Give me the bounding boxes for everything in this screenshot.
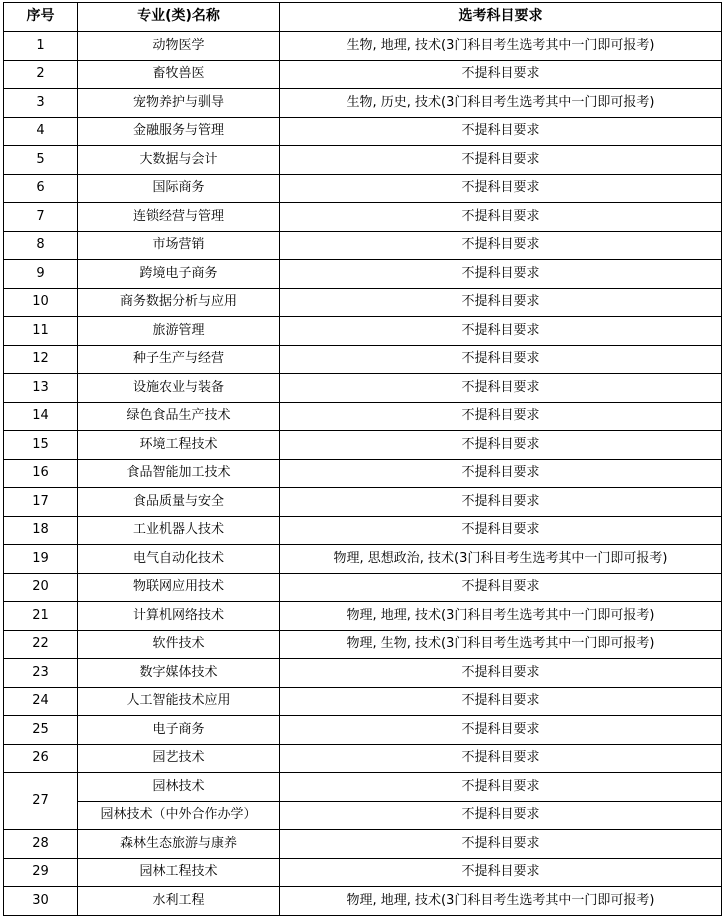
cell-number: 23 xyxy=(4,659,78,688)
cell-number: 10 xyxy=(4,288,78,317)
cell-major: 软件技术 xyxy=(78,630,280,659)
cell-requirement: 不提科目要求 xyxy=(280,288,722,317)
cell-major: 跨境电子商务 xyxy=(78,260,280,289)
table-row xyxy=(4,431,722,460)
header-requirement: 选考科目要求 xyxy=(280,3,722,32)
cell-number: 9 xyxy=(4,260,78,289)
cell-number: 5 xyxy=(4,146,78,175)
cell-requirement: 不提科目要求 xyxy=(280,231,722,260)
cell-requirement: 不提科目要求 xyxy=(280,830,722,859)
cell-requirement: 不提科目要求 xyxy=(280,345,722,374)
cell-number: 2 xyxy=(4,60,78,89)
cell-requirement: 物理, 思想政治, 技术(3门科目考生选考其中一门即可报考) xyxy=(280,545,722,574)
cell-requirement: 生物, 历史, 技术(3门科目考生选考其中一门即可报考) xyxy=(280,89,722,118)
cell-requirement: 不提科目要求 xyxy=(280,317,722,346)
cell-major: 宠物养护与驯导 xyxy=(78,89,280,118)
cell-number: 26 xyxy=(4,744,78,773)
cell-requirement: 不提科目要求 xyxy=(280,716,722,745)
table-row xyxy=(4,687,722,716)
cell-major: 绿色食品生产技术 xyxy=(78,402,280,431)
cell-number: 14 xyxy=(4,402,78,431)
table-row xyxy=(4,830,722,859)
cell-major: 环境工程技术 xyxy=(78,431,280,460)
cell-major: 物联网应用技术 xyxy=(78,573,280,602)
cell-number: 25 xyxy=(4,716,78,745)
cell-number: 13 xyxy=(4,374,78,403)
cell-requirement: 不提科目要求 xyxy=(280,573,722,602)
table-row xyxy=(4,345,722,374)
cell-major: 园林技术（中外合作办学） xyxy=(78,801,280,830)
table-row xyxy=(4,545,722,574)
table-row xyxy=(4,174,722,203)
cell-number: 29 xyxy=(4,858,78,887)
table-row xyxy=(4,744,722,773)
cell-major: 食品质量与安全 xyxy=(78,488,280,517)
cell-major: 金融服务与管理 xyxy=(78,117,280,146)
cell-major: 园艺技术 xyxy=(78,744,280,773)
cell-requirement: 不提科目要求 xyxy=(280,174,722,203)
cell-major: 种子生产与经营 xyxy=(78,345,280,374)
table-row xyxy=(4,516,722,545)
cell-number: 1 xyxy=(4,32,78,61)
cell-major: 森林生态旅游与康养 xyxy=(78,830,280,859)
table-row xyxy=(4,374,722,403)
table-row xyxy=(4,146,722,175)
cell-major: 园林工程技术 xyxy=(78,858,280,887)
cell-major: 畜牧兽医 xyxy=(78,60,280,89)
table-row xyxy=(4,231,722,260)
cell-number: 27 xyxy=(4,773,78,830)
cell-requirement: 不提科目要求 xyxy=(280,60,722,89)
cell-requirement: 不提科目要求 xyxy=(280,402,722,431)
table-row xyxy=(4,89,722,118)
table-row xyxy=(4,773,722,802)
table-row xyxy=(4,630,722,659)
table-row xyxy=(4,716,722,745)
table-row xyxy=(4,887,722,916)
cell-major: 商务数据分析与应用 xyxy=(78,288,280,317)
cell-requirement: 生物, 地理, 技术(3门科目考生选考其中一门即可报考) xyxy=(280,32,722,61)
table-header xyxy=(4,3,722,32)
cell-number: 12 xyxy=(4,345,78,374)
header-number: 序号 xyxy=(4,3,78,32)
cell-number: 24 xyxy=(4,687,78,716)
table-row xyxy=(4,858,722,887)
cell-number: 19 xyxy=(4,545,78,574)
cell-number: 8 xyxy=(4,231,78,260)
cell-requirement: 不提科目要求 xyxy=(280,516,722,545)
cell-major: 大数据与会计 xyxy=(78,146,280,175)
cell-requirement: 不提科目要求 xyxy=(280,459,722,488)
cell-requirement: 不提科目要求 xyxy=(280,801,722,830)
table-row xyxy=(4,60,722,89)
cell-major: 旅游管理 xyxy=(78,317,280,346)
cell-number: 22 xyxy=(4,630,78,659)
table-row xyxy=(4,488,722,517)
cell-requirement: 不提科目要求 xyxy=(280,744,722,773)
subject-requirements-table xyxy=(3,2,722,916)
cell-major: 动物医学 xyxy=(78,32,280,61)
table-row xyxy=(4,117,722,146)
cell-major: 园林技术 xyxy=(78,773,280,802)
cell-major: 计算机网络技术 xyxy=(78,602,280,631)
table-row xyxy=(4,459,722,488)
cell-number: 28 xyxy=(4,830,78,859)
cell-requirement: 不提科目要求 xyxy=(280,687,722,716)
cell-requirement: 不提科目要求 xyxy=(280,858,722,887)
cell-requirement: 不提科目要求 xyxy=(280,773,722,802)
cell-requirement: 物理, 生物, 技术(3门科目考生选考其中一门即可报考) xyxy=(280,630,722,659)
table-row xyxy=(4,402,722,431)
cell-number: 15 xyxy=(4,431,78,460)
cell-requirement: 物理, 地理, 技术(3门科目考生选考其中一门即可报考) xyxy=(280,887,722,916)
cell-requirement: 不提科目要求 xyxy=(280,488,722,517)
cell-number: 17 xyxy=(4,488,78,517)
header-row xyxy=(4,3,722,32)
cell-major: 人工智能技术应用 xyxy=(78,687,280,716)
cell-number: 18 xyxy=(4,516,78,545)
cell-requirement: 不提科目要求 xyxy=(280,260,722,289)
table-row xyxy=(4,203,722,232)
table-row xyxy=(4,573,722,602)
cell-major: 电子商务 xyxy=(78,716,280,745)
cell-number: 21 xyxy=(4,602,78,631)
cell-number: 4 xyxy=(4,117,78,146)
cell-requirement: 不提科目要求 xyxy=(280,659,722,688)
table-row xyxy=(4,602,722,631)
cell-major: 水利工程 xyxy=(78,887,280,916)
cell-number: 30 xyxy=(4,887,78,916)
cell-requirement: 不提科目要求 xyxy=(280,146,722,175)
table-row xyxy=(4,317,722,346)
cell-number: 7 xyxy=(4,203,78,232)
table-body xyxy=(4,32,722,916)
cell-major: 工业机器人技术 xyxy=(78,516,280,545)
cell-major: 市场营销 xyxy=(78,231,280,260)
table-row xyxy=(4,288,722,317)
cell-requirement: 不提科目要求 xyxy=(280,431,722,460)
cell-requirement: 不提科目要求 xyxy=(280,117,722,146)
cell-requirement: 物理, 地理, 技术(3门科目考生选考其中一门即可报考) xyxy=(280,602,722,631)
cell-number: 3 xyxy=(4,89,78,118)
cell-major: 电气自动化技术 xyxy=(78,545,280,574)
cell-number: 16 xyxy=(4,459,78,488)
cell-major: 食品智能加工技术 xyxy=(78,459,280,488)
cell-number: 20 xyxy=(4,573,78,602)
cell-number: 11 xyxy=(4,317,78,346)
cell-major: 国际商务 xyxy=(78,174,280,203)
table-row xyxy=(4,659,722,688)
table-row xyxy=(4,260,722,289)
cell-requirement: 不提科目要求 xyxy=(280,374,722,403)
table-row xyxy=(4,801,722,830)
cell-major: 连锁经营与管理 xyxy=(78,203,280,232)
cell-major: 设施农业与装备 xyxy=(78,374,280,403)
cell-requirement: 不提科目要求 xyxy=(280,203,722,232)
table-row xyxy=(4,32,722,61)
cell-major: 数字媒体技术 xyxy=(78,659,280,688)
cell-number: 6 xyxy=(4,174,78,203)
header-major: 专业(类)名称 xyxy=(78,3,280,32)
